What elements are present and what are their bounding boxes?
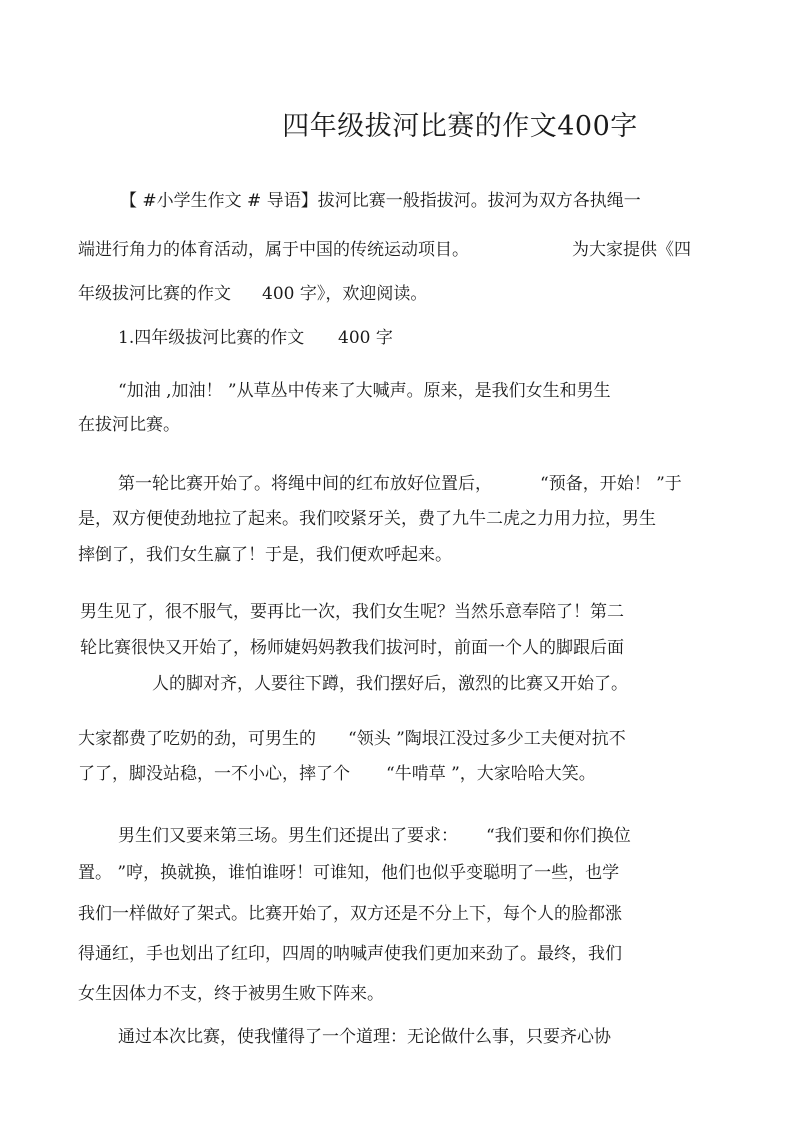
para1-line-1: “加油 ,加油！ ”从草丛中传来了大喊声。原来，是我们女生和男生 — [118, 381, 611, 401]
para5-line-1b: “我们要和你们换位 — [486, 826, 631, 846]
para4-line-2a: 了了，脚没站稳，一不小心，摔了个 — [78, 764, 350, 784]
para1-line-2: 在拔河比赛。 — [78, 415, 180, 435]
para5-line-2: 置。 ”哼，换就换，谁怕谁呀！可谁知，他们也似乎变聪明了一些，也学 — [78, 863, 620, 883]
para2-line-2: 是，双方便使劲地拉了起来。我们咬紧牙关，费了九牛二虎之力用力拉，男生 — [78, 509, 656, 529]
para3-line-3: 人的脚对齐，人要往下蹲，我们摆好后，激烈的比赛又开始了。 — [152, 674, 628, 694]
para2-line-1a: 第一轮比赛开始了。将绳中间的红布放好位置后， — [118, 474, 492, 494]
para5-line-3: 我们一样做好了架式。比赛开始了，双方还是不分上下，每个人的脸都涨 — [78, 904, 622, 924]
intro-line-1: 【 #小学生作文 # 导语】拔河比赛一般指拔河。拔河为双方各执绳一 — [120, 191, 641, 211]
para2-line-1b: “预备，开始！ ”于 — [540, 474, 682, 494]
intro-line-3b: 400 字》，欢迎阅读。 — [262, 284, 428, 304]
para3-line-2: 轮比赛很快又开始了，杨师婕妈妈教我们拔河时，前面一个人的脚跟后面 — [80, 638, 624, 658]
para5-line-4: 得通红，手也划出了红印，四周的呐喊声使我们更加来劲了。最终，我们 — [78, 944, 622, 964]
para5-line-1a: 男生们又要来第三场。男生们还提出了要求： — [118, 826, 458, 846]
intro-line-3a: 年级拔河比赛的作文 — [78, 284, 231, 304]
para5-line-5: 女生因体力不支，终于被男生败下阵来。 — [78, 984, 384, 1004]
intro-line-2a: 端进行角力的体育活动，属于中国的传统运动项目。 — [78, 240, 469, 260]
para3-line-1: 男生见了，很不服气，要再比一次，我们女生呢？当然乐意奉陪了！第二 — [80, 602, 624, 622]
para4-line-1b: “领头 ”陶垠江没过多少工夫便对抗不 — [348, 729, 626, 749]
section-heading-a: 1.四年级拔河比赛的作文 — [118, 328, 305, 348]
section-heading-b: 400 字 — [338, 328, 393, 348]
para2-line-3: 摔倒了，我们女生赢了！于是，我们便欢呼起来。 — [78, 545, 452, 565]
intro-line-2b: 为大家提供《四 — [572, 240, 691, 260]
para6-line-1: 通过本次比赛，使我懂得了一个道理：无论做什么事，只要齐心协 — [118, 1027, 611, 1047]
para4-line-1a: 大家都费了吃奶的劲，可男生的 — [78, 729, 316, 749]
document-title: 四年级拔河比赛的作文400字 — [282, 111, 638, 142]
para4-line-2b: “牛啃草 ”，大家哈哈大笑。 — [386, 764, 596, 784]
